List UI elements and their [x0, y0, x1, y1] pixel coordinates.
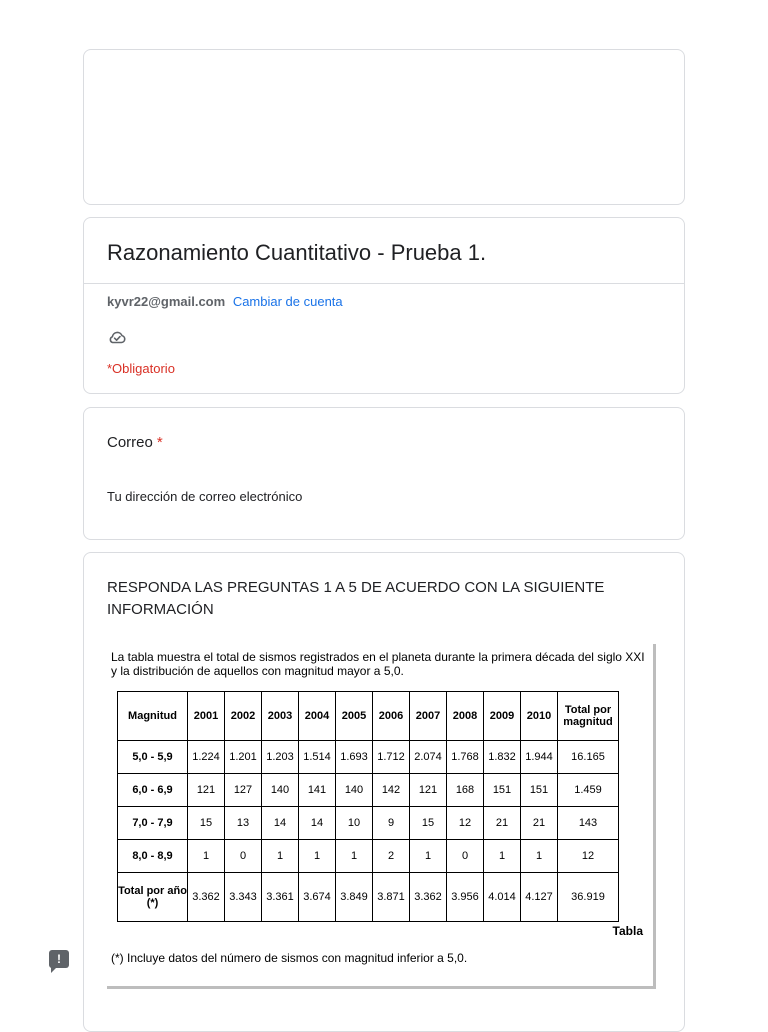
table-cell: 121 [410, 774, 447, 807]
table-cell: 36.919 [558, 873, 619, 922]
table-header-cell: 2010 [521, 692, 558, 741]
seismic-data-table [117, 691, 619, 922]
table-cell: 3.849 [336, 873, 373, 922]
table-cell: 2 [373, 840, 410, 873]
table-row [118, 840, 619, 873]
table-row [118, 774, 619, 807]
section-title: RESPONDA LAS PREGUNTAS 1 A 5 DE ACUERDO CON LA SIGUIENTE INFORMACIÓN [107, 579, 605, 618]
seismic-table-image [107, 644, 656, 989]
table-cell: 21 [484, 807, 521, 840]
table-cell: 10 [336, 807, 373, 840]
table-cell: 142 [373, 774, 410, 807]
table-header-cell: 2006 [373, 692, 410, 741]
table-cell: 2.074 [410, 741, 447, 774]
table-cell: 168 [447, 774, 484, 807]
table-cell: 13 [225, 807, 262, 840]
table-cell: 1.224 [188, 741, 225, 774]
email-question-label: Correo [107, 434, 153, 451]
table-cell: 1 [188, 840, 225, 873]
table-cell: 1.514 [299, 741, 336, 774]
table-header-row [118, 692, 619, 741]
info-section-card [83, 552, 685, 1032]
email-input[interactable] [107, 487, 467, 505]
table-row [118, 807, 619, 840]
table-cell: 0 [447, 840, 484, 873]
table-header-cell: Total por magnitud [558, 692, 619, 741]
table-row [118, 873, 619, 922]
table-cell: 0 [225, 840, 262, 873]
table-cell: 3.361 [262, 873, 299, 922]
table-header-cell: 2002 [225, 692, 262, 741]
table-cell: 1.459 [558, 774, 619, 807]
table-header-cell: 2007 [410, 692, 447, 741]
table-cell: 3.343 [225, 873, 262, 922]
table-header-cell: Magnitud [118, 692, 188, 741]
table-cell: 1.832 [484, 741, 521, 774]
table-header-cell: 2003 [262, 692, 299, 741]
table-cell: 1.203 [262, 741, 299, 774]
form-header-card [83, 217, 685, 394]
table-body [118, 741, 619, 922]
table-cell: 143 [558, 807, 619, 840]
table-cell: 1 [336, 840, 373, 873]
table-caption: Tabla [612, 924, 643, 938]
table-cell: 121 [188, 774, 225, 807]
required-note: *Obligatorio [107, 361, 175, 376]
table-row-label: 7,0 - 7,9 [118, 807, 188, 840]
table-row [118, 741, 619, 774]
table-cell: 3.956 [447, 873, 484, 922]
table-cell: 1.712 [373, 741, 410, 774]
table-cell: 151 [484, 774, 521, 807]
table-cell: 141 [299, 774, 336, 807]
table-cell: 127 [225, 774, 262, 807]
table-header-cell: 2009 [484, 692, 521, 741]
table-row-label: 6,0 - 6,9 [118, 774, 188, 807]
cloud-saved-icon [107, 327, 127, 347]
table-cell: 15 [410, 807, 447, 840]
table-cell: 3.871 [373, 873, 410, 922]
table-cell: 1 [484, 840, 521, 873]
table-cell: 3.674 [299, 873, 336, 922]
account-line [107, 294, 343, 309]
table-header-cell: 2008 [447, 692, 484, 741]
table-cell: 1.944 [521, 741, 558, 774]
table-cell: 21 [521, 807, 558, 840]
header-divider [84, 283, 684, 284]
table-cell: 12 [558, 840, 619, 873]
table-cell: 151 [521, 774, 558, 807]
table-row-label: 8,0 - 8,9 [118, 840, 188, 873]
account-email: kyvr22@gmail.com [107, 294, 226, 309]
table-cell: 16.165 [558, 741, 619, 774]
table-cell: 3.362 [410, 873, 447, 922]
table-cell: 1 [299, 840, 336, 873]
table-header-cell: 2004 [299, 692, 336, 741]
table-header-cell: 2001 [188, 692, 225, 741]
table-cell: 1 [521, 840, 558, 873]
table-cell: 1.201 [225, 741, 262, 774]
table-cell: 1 [410, 840, 447, 873]
table-cell: 1 [262, 840, 299, 873]
table-cell: 9 [373, 807, 410, 840]
switch-account-link[interactable]: Cambiar de cuenta [232, 294, 343, 309]
form-title: Razonamiento Cuantitativo - Prueba 1. [107, 240, 487, 265]
table-cell: 3.362 [188, 873, 225, 922]
table-cell: 140 [336, 774, 373, 807]
required-asterisk: * [156, 434, 163, 451]
table-cell: 14 [262, 807, 299, 840]
table-cell: 1.693 [336, 741, 373, 774]
table-row-label: 5,0 - 5,9 [118, 741, 188, 774]
table-intro-text: La tabla muestra el total de sismos registrados en el planeta durante la primera década del siglo XXI y la distribución de aquellos con magnitud mayor a 5,0. [111, 650, 645, 678]
table-cell: 1.768 [447, 741, 484, 774]
table-cell: 12 [447, 807, 484, 840]
email-question-title [107, 434, 163, 451]
table-cell: 140 [262, 774, 299, 807]
report-icon[interactable]: ! [49, 950, 69, 968]
table-cell: 4.014 [484, 873, 521, 922]
table-header-cell: 2005 [336, 692, 373, 741]
table-footnote: (*) Incluye datos del número de sismos con magnitud inferior a 5,0. [111, 951, 468, 965]
form-banner [83, 49, 685, 205]
table-cell: 15 [188, 807, 225, 840]
table-cell: 14 [299, 807, 336, 840]
table-cell: 4.127 [521, 873, 558, 922]
email-question-card [83, 407, 685, 540]
table-row-label: Total por año (*) [118, 873, 188, 922]
